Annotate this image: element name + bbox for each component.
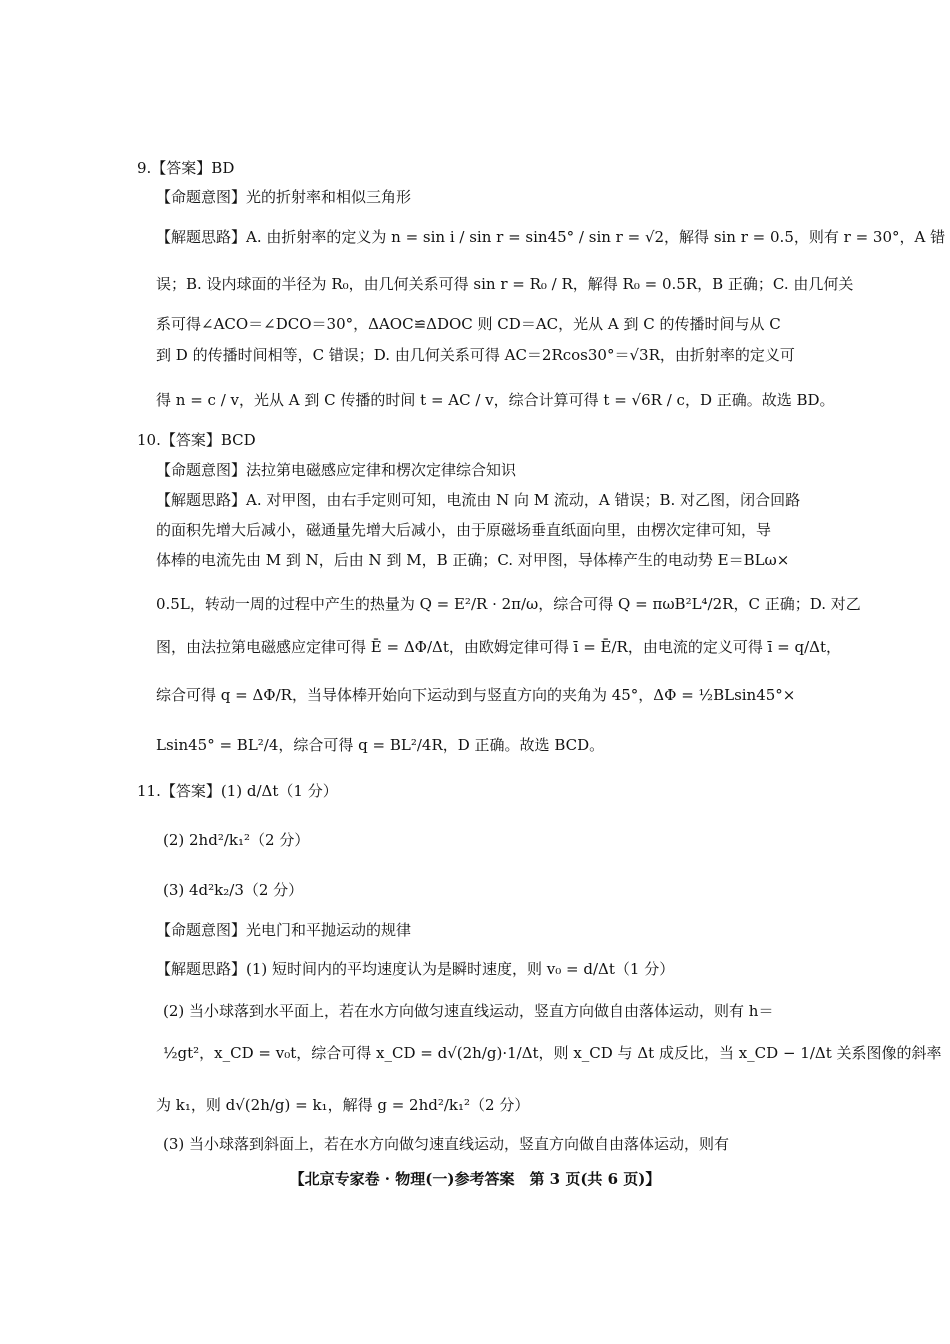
q10-solution-line: 【解题思路】A. 对甲图，由右手定则可知，电流由 N 向 M 流动，A 错误；B. 对乙图，闭合回路 [156, 491, 801, 509]
q10-solution-line: Lsin45° = BL²/4，综合可得 q = BL²/4R，D 正确。故选 BCD。 [156, 736, 605, 754]
q11-answer: 11.【答案】(1) d/Δt（1 分） [137, 782, 338, 800]
q10-solution-line: 图，由法拉第电磁感应定律可得 Ē = ΔΦ/Δt，由欧姆定律可得 ī = Ē/R，由电流的定义可得 ī = q/Δt， [156, 638, 842, 656]
q10-solution-line: 的面积先增大后减小，磁通量先增大后减小，由于原磁场垂直纸面向里，由楞次定律可知，导 [156, 521, 772, 539]
q9-solution-line: 【解题思路】A. 由折射率的定义为 n = sin i / sin r = sin45° / sin r = √2，解得 sin r = 0.5，则有 r = 30°，A 错 [156, 228, 946, 246]
q10-answer: 10.【答案】BCD [137, 431, 256, 449]
q11-answer-part: (2) 2hd²/k₁²（2 分） [163, 831, 310, 849]
q11-solution-line: 为 k₁，则 d√(2h/g) = k₁，解得 g = 2hd²/k₁²（2 分） [156, 1096, 530, 1114]
q9-intent: 【命题意图】光的折射率和相似三角形 [156, 188, 412, 206]
q11-solution-line: 【解题思路】(1) 短时间内的平均速度认为是瞬时速度，则 v₀ = d/Δt（1 分） [156, 960, 675, 978]
q9-solution-line: 到 D 的传播时间相等，C 错误；D. 由几何关系可得 AC＝2Rcos30°＝√3R，由折射率的定义可 [156, 346, 795, 364]
page-footer: 【北京专家卷 · 物理(一)参考答案 第 3 页(共 6 页)】 [289, 1170, 661, 1188]
q11-intent: 【命题意图】光电门和平抛运动的规律 [156, 921, 412, 939]
q11-solution-line: ½gt²，x_CD = v₀t，综合可得 x_CD = d√(2h/g)·1/Δt，则 x_CD 与 Δt 成反比，当 x_CD − 1/Δt 关系图像的斜率 [163, 1044, 942, 1062]
q9-solution-line: 误；B. 设内球面的半径为 R₀，由几何关系可得 sin r = R₀ / R，解得 R₀ = 0.5R，B 正确；C. 由几何关 [156, 275, 854, 293]
q11-solution-line: (2) 当小球落到水平面上，若在水方向做匀速直线运动，竖直方向做自由落体运动，则有 h＝ [163, 1002, 774, 1020]
q10-solution-line: 体棒的电流先由 M 到 N，后由 N 到 M，B 正确；C. 对甲图，导体棒产生的电动势 E＝BLω× [156, 551, 790, 569]
q11-solution-line: (3) 当小球落到斜面上，若在水方向做匀速直线运动，竖直方向做自由落体运动，则有 [163, 1135, 730, 1153]
q9-answer: 9.【答案】BD [137, 159, 235, 177]
q11-answer-part: (3) 4d²k₂/3（2 分） [163, 881, 304, 899]
q10-intent: 【命题意图】法拉第电磁感应定律和楞次定律综合知识 [156, 461, 517, 479]
q9-solution-line: 系可得∠ACO＝∠DCO＝30°，ΔAOC≌ΔDOC 则 CD＝AC，光从 A 到 C 的传播时间与从 C [156, 315, 781, 333]
q10-solution-line: 综合可得 q = ΔΦ/R，当导体棒开始向下运动到与竖直方向的夹角为 45°，ΔΦ = ½BLsin45°× [156, 686, 796, 704]
q9-solution-line: 得 n = c / v，光从 A 到 C 传播的时间 t = AC / v，综合计算可得 t = √6R / c，D 正确。故选 BD。 [156, 391, 835, 409]
q10-solution-line: 0.5L，转动一周的过程中产生的热量为 Q = E²/R · 2π/ω，综合可得 Q = πωB²L⁴/2R，C 正确；D. 对乙 [156, 595, 861, 613]
